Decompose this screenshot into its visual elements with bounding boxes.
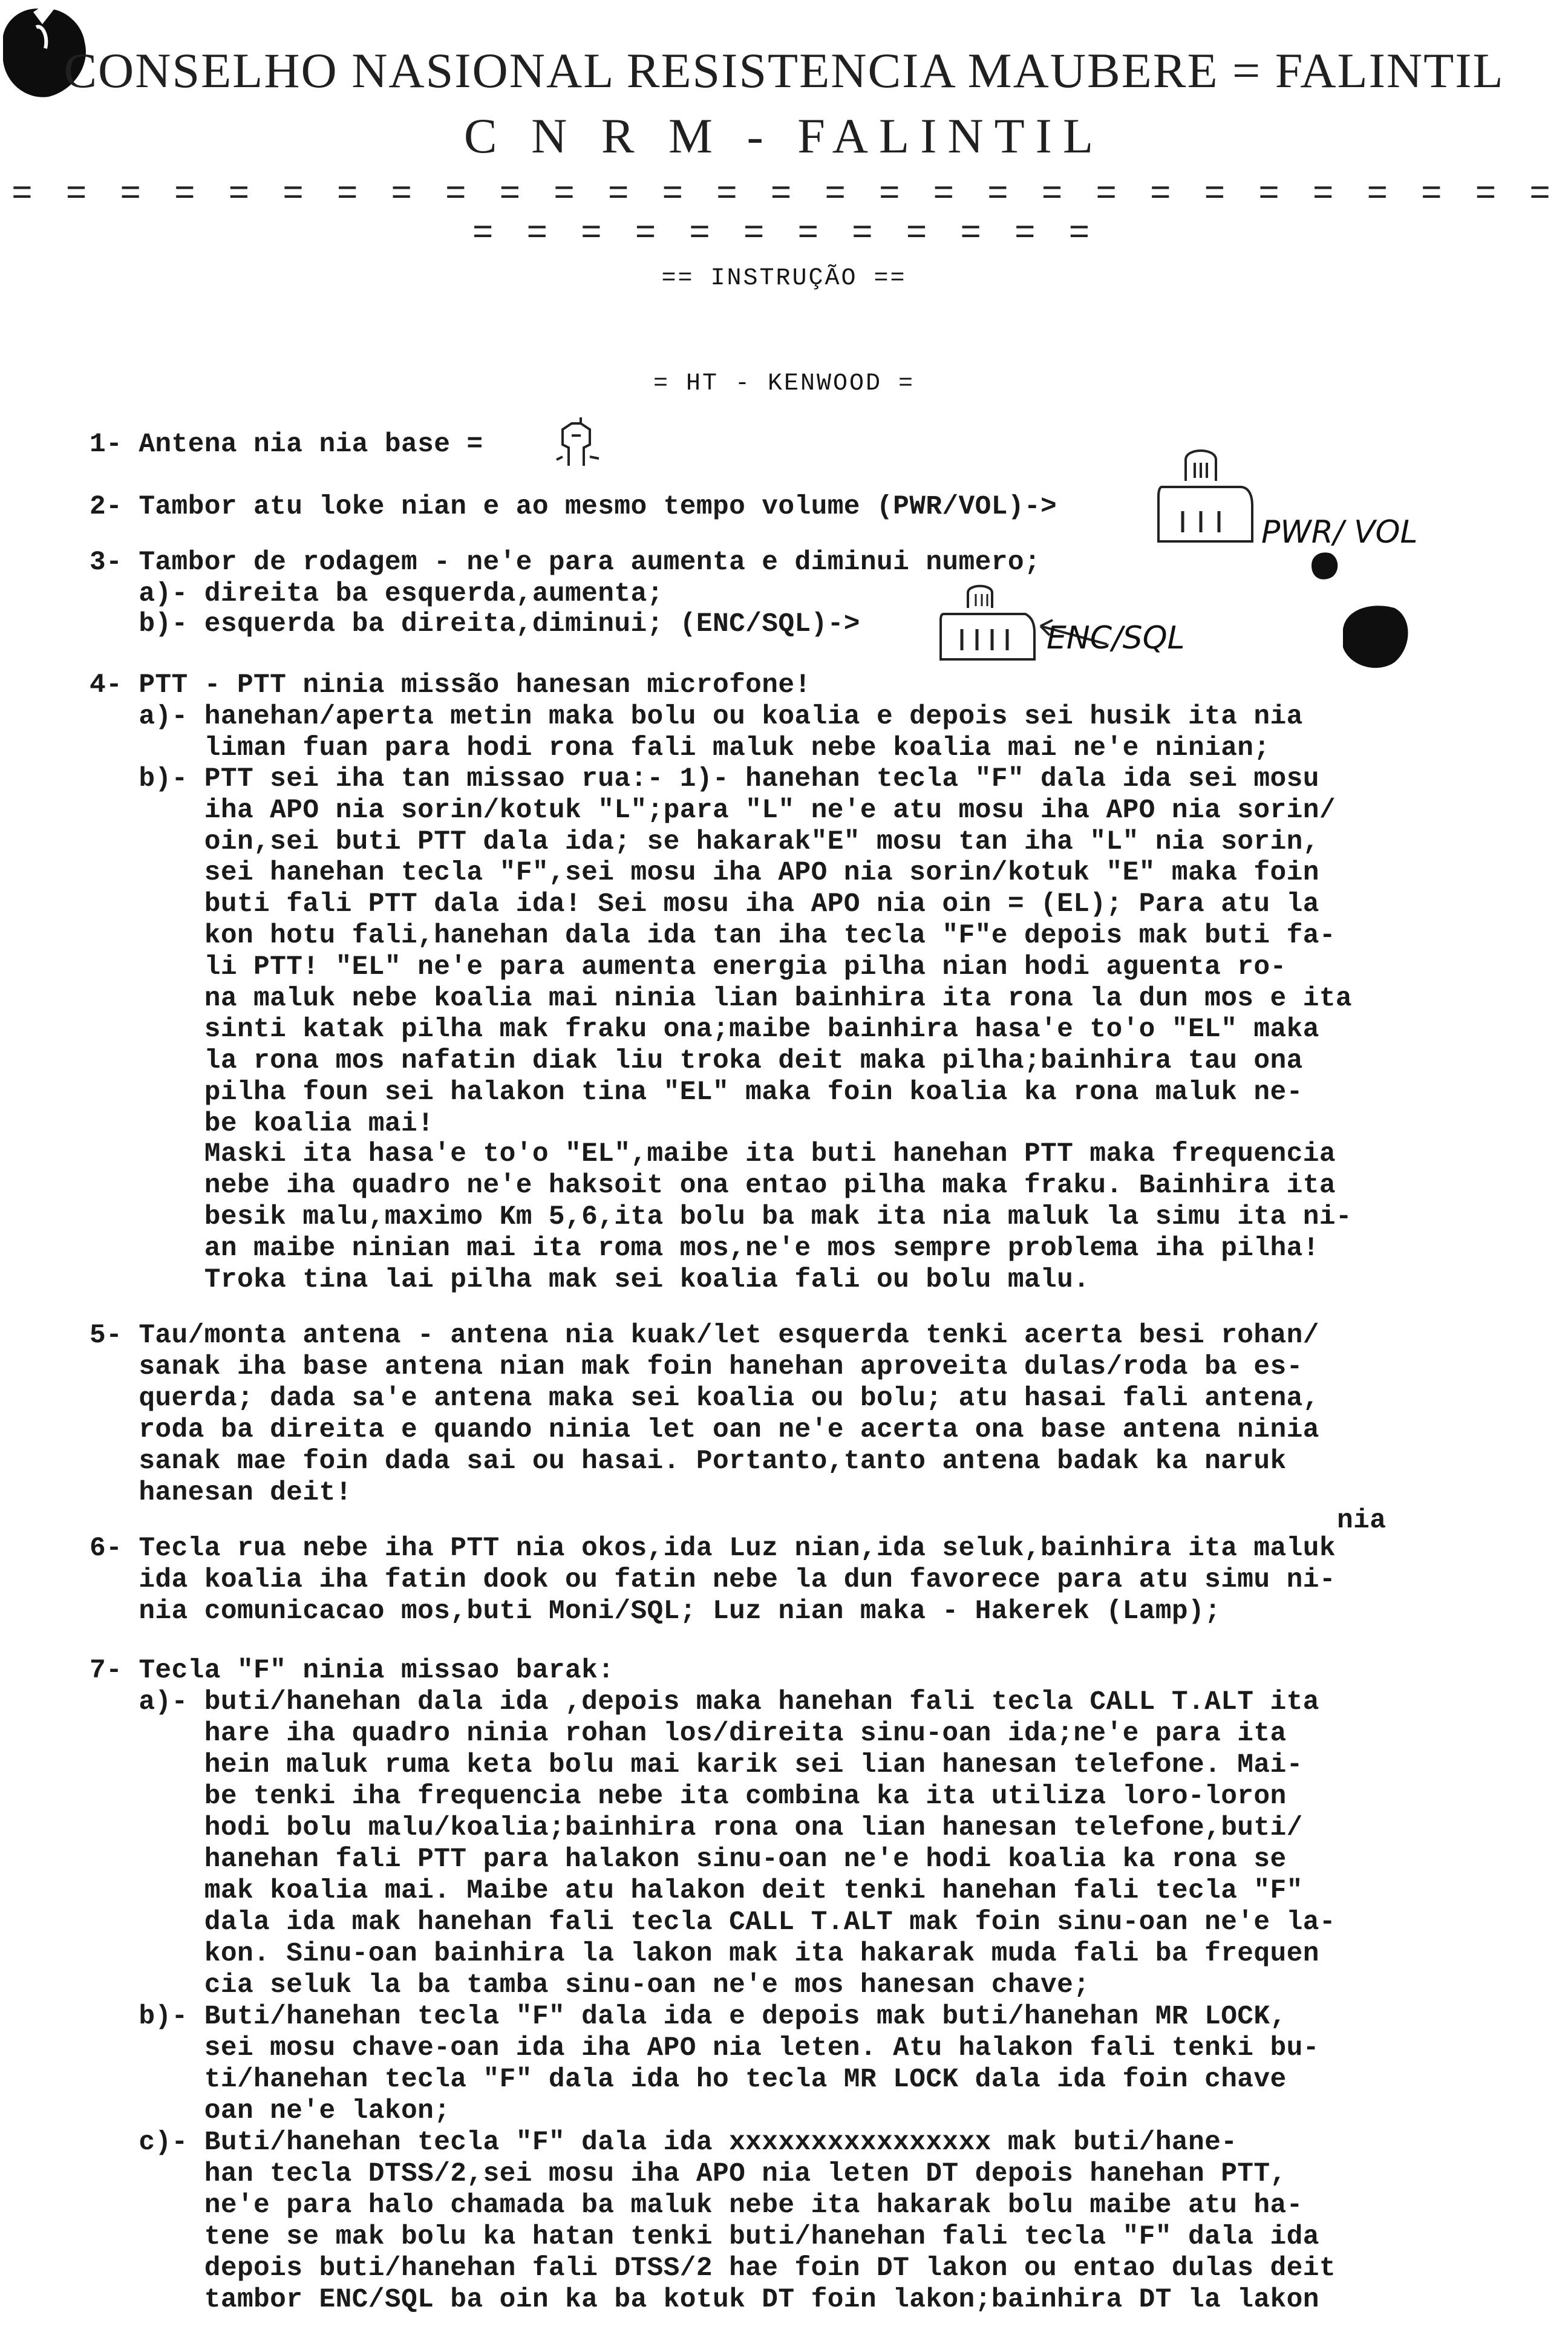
- text-line: depois buti/hanehan fali DTSS/2 hae foin DT lakon ou entao dulas deit: [90, 2253, 1336, 2284]
- text-line: 5- Tau/monta antena - antena nia kuak/let esquerda tenki acerta besi rohan/: [90, 1321, 1319, 1351]
- text-line: b)- esquerda ba direita,diminui; (ENC/SQL)->: [90, 609, 860, 639]
- document-title: == INSTRUÇÃO ==: [661, 265, 907, 292]
- text-line: Troka tina lai pilha mak sei koalia fali ou bolu malu.: [90, 1265, 1090, 1295]
- text-line: hare iha quadro ninia rohan los/direita sinu-oan ida;ne'e para ita: [90, 1719, 1287, 1749]
- enc-sql-annotation: ENC/SQL: [1047, 620, 1185, 656]
- ink-blot-right: [1337, 599, 1416, 671]
- text-line: 7- Tecla "F" ninia missao barak:: [90, 1656, 615, 1686]
- text-line: oan ne'e lakon;: [90, 2096, 451, 2126]
- text-line: 4- PTT - PTT ninia missão hanesan microfone!: [90, 670, 811, 700]
- text-line: ne'e para halo chamada ba maluk nebe ita hakarak bolu maibe atu ha-: [90, 2190, 1303, 2221]
- text-line: li PTT! "EL" ne'e para aumenta energia pilha nian hodi aguenta ro-: [90, 952, 1287, 982]
- text-line: 2- Tambor atu loke nian e ao mesmo tempo volume (PWR/VOL)->: [90, 492, 1057, 522]
- text-line: sei hanehan tecla "F",sei mosu iha APO nia sorin/kotuk "E" maka foin: [90, 858, 1319, 888]
- pwr-vol-annotation: PWR/ VOL: [1261, 514, 1418, 550]
- text-line: nia: [1337, 1506, 1387, 1536]
- text-line: cia seluk la ba tamba sinu-oan ne'e mos hanesan chave;: [90, 1970, 1090, 2000]
- text-line: ti/hanehan tecla "F" dala ida ho tecla MR LOCK dala ida foin chave: [90, 2065, 1287, 2095]
- text-line: ida koalia iha fatin dook ou fatin nebe la dun favorece para atu simu ni-: [90, 1565, 1336, 1595]
- text-line: c)- Buti/hanehan tecla "F" dala ida xxxxxxxxxxxxxxxx mak buti/hane-: [90, 2127, 1238, 2158]
- text-line: Maski ita hasa'e to'o "EL",maibe ita buti hanehan PTT maka frequencia: [90, 1139, 1336, 1169]
- text-line: tene se mak bolu ka hatan tenki buti/hanehan fali tecla "F" dala ida: [90, 2222, 1319, 2252]
- text-line: dala ida mak hanehan fali tecla CALL T.ALT mak foin sinu-oan ne'e la-: [90, 1907, 1336, 1938]
- text-line: querda; dada sa'e antena maka sei koalia ou bolu; atu hasai fali antena,: [90, 1383, 1319, 1414]
- text-line: hanesan deit!: [90, 1478, 352, 1508]
- text-line: liman fuan para hodi rona fali maluk nebe koalia mai ne'e ninian;: [90, 733, 1270, 763]
- text-line: nia comunicacao mos,buti Moni/SQL; Luz nian maka - Hakerek (Lamp);: [90, 1596, 1221, 1627]
- text-line: besik malu,maximo Km 5,6,ita bolu ba mak ita nia maluk la simu ita ni-: [90, 1202, 1353, 1232]
- text-line: nebe iha quadro ne'e haksoit ona entao pilha maka fraku. Bainhira ita: [90, 1170, 1336, 1201]
- antenna-base-sketch: [544, 411, 617, 478]
- text-line: mak koalia mai. Maibe atu halakon deit tenki hanehan fali tecla "F": [90, 1876, 1303, 1906]
- text-line: sei mosu chave-oan ida iha APO nia leten. Atu halakon fali tenki bu-: [90, 2033, 1319, 2063]
- text-line: a)- hanehan/aperta metin maka bolu ou koalia e depois sei husik ita nia: [90, 702, 1303, 732]
- org-acronym-heading: C N R M - FALINTIL: [463, 108, 1105, 163]
- ink-dot-pwr: [1307, 547, 1343, 584]
- text-line: tambor ENC/SQL ba oin ka ba kotuk DT foin lakon;bainhira DT la lakon: [90, 2285, 1319, 2315]
- enc-sql-knob-sketch: [935, 581, 1044, 665]
- text-line: kon hotu fali,hanehan dala ida tan iha tecla "F"e depois mak buti fa-: [90, 921, 1336, 951]
- text-line: 3- Tambor de rodagem - ne'e para aumenta e diminui numero;: [90, 547, 1041, 578]
- text-line: kon. Sinu-oan bainhira la lakon mak ita hakarak muda fali ba frequen: [90, 1939, 1319, 1969]
- text-line: oin,sei buti PTT dala ida; se hakarak"E" mosu tan iha "L" nia sorin,: [90, 827, 1319, 857]
- header-rule: = = = = = = = = = = = = = = = = = = = = = = = = = = = = = = = = = = = = = = = = =: [11, 175, 1557, 254]
- text-line: sanak iha base antena nian mak foin hanehan aproveita dulas/roda ba es-: [90, 1352, 1303, 1382]
- document-subtitle: = HT - KENWOOD =: [653, 370, 915, 397]
- text-line: an maibe ninian mai ita roma mos,ne'e mos sempre problema iha pilha!: [90, 1233, 1319, 1264]
- text-line: be tenki iha frequencia nebe ita combina ka ita utiliza loro-loron: [90, 1781, 1287, 1812]
- text-line: b)- PTT sei iha tan missao rua:- 1)- hanehan tecla "F" dala ida sei mosu: [90, 764, 1319, 794]
- text-line: hein maluk ruma keta bolu mai karik sei lian hanesan telefone. Mai-: [90, 1750, 1303, 1780]
- text-line: be koalia mai!: [90, 1109, 434, 1139]
- text-line: sanak mae foin dada sai ou hasai. Portanto,tanto antena badak ka naruk: [90, 1446, 1287, 1477]
- text-line: hanehan fali PTT para halakon sinu-oan ne'e hodi koalia ka rona se: [90, 1844, 1287, 1875]
- text-line: hodi bolu malu/koalia;bainhira rona ona lian hanesan telefone,buti/: [90, 1813, 1303, 1843]
- text-line: roda ba direita e quando ninia let oan ne'e acerta ona base antena ninia: [90, 1415, 1319, 1445]
- text-line: pilha foun sei halakon tina "EL" maka foin koalia ka rona maluk ne-: [90, 1077, 1303, 1108]
- text-line: 1- Antena nia nia base =: [90, 429, 483, 460]
- text-line: b)- Buti/hanehan tecla "F" dala ida e depois mak buti/hanehan MR LOCK,: [90, 2002, 1287, 2032]
- text-line: la rona mos nafatin diak liu troka deit maka pilha;bainhira tau ona: [90, 1046, 1303, 1076]
- text-line: sinti katak pilha mak fraku ona;maibe bainhira hasa'e to'o "EL" maka: [90, 1014, 1319, 1045]
- text-line: iha APO nia sorin/kotuk "L";para "L" ne'e atu mosu iha APO nia sorin/: [90, 795, 1336, 826]
- text-line: 6- Tecla rua nebe iha PTT nia okos,ida Luz nian,ida seluk,bainhira ita maluk: [90, 1533, 1336, 1564]
- text-line: a)- direita ba esquerda,aumenta;: [90, 579, 664, 609]
- org-name-heading: CONSELHO NASIONAL RESISTENCIA MAUBERE = FALINTIL: [64, 43, 1504, 98]
- text-line: na maluk nebe koalia mai ninia lian bainhira ita rona la dun mos e ita: [90, 984, 1353, 1014]
- text-line: han tecla DTSS/2,sei mosu iha APO nia leten DT depois hanehan PTT,: [90, 2159, 1287, 2189]
- text-line: a)- buti/hanehan dala ida ,depois maka hanehan fali tecla CALL T.ALT ita: [90, 1687, 1319, 1717]
- text-line: buti fali PTT dala ida! Sei mosu iha APO nia oin = (EL); Para atu la: [90, 889, 1319, 919]
